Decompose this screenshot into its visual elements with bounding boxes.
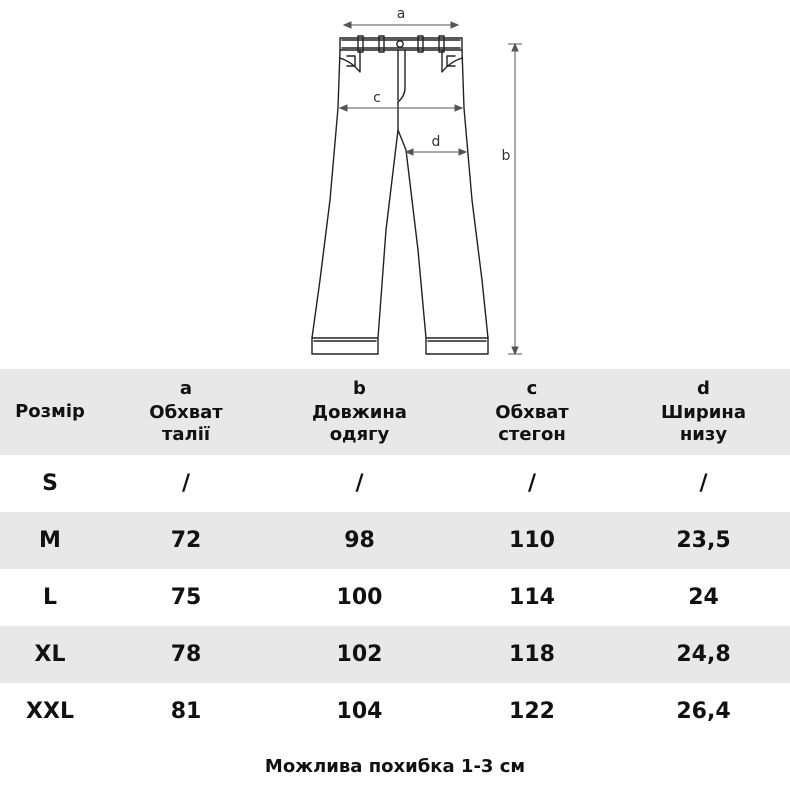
bottom-width-cell: 24,8 <box>676 642 731 667</box>
size-column-header: Розмір <box>15 401 85 422</box>
measurement-tolerance-note: Можлива похибка 1-3 см <box>264 756 526 777</box>
column-letter: a <box>179 378 193 399</box>
column-title-line2: талії <box>161 424 211 445</box>
column-letter: b <box>353 378 366 399</box>
bottom-width-cell: 23,5 <box>676 528 731 553</box>
dimension-label-d: d <box>431 134 441 150</box>
length-cell: 100 <box>336 585 383 610</box>
table-row <box>0 683 790 740</box>
hips-cell: / <box>527 471 537 496</box>
size-cell: XXL <box>26 699 74 724</box>
table-row <box>0 455 790 512</box>
table-row <box>0 626 790 683</box>
hips-cell: 118 <box>509 642 555 667</box>
measurement-lines <box>340 22 522 354</box>
waist-cell: 72 <box>170 528 202 553</box>
length-cell: 98 <box>344 528 375 553</box>
column-header-hips <box>447 369 617 455</box>
dimension-label-c: c <box>373 90 381 106</box>
column-letter: d <box>697 378 710 399</box>
pants-measurement-diagram <box>0 0 790 368</box>
column-title-line2: одягу <box>329 424 390 445</box>
column-header-bottom-width <box>617 369 790 455</box>
hips-cell: 114 <box>509 585 555 610</box>
length-cell: 102 <box>336 642 383 667</box>
column-title-line1: Обхват <box>149 402 223 423</box>
table-row <box>0 512 790 569</box>
size-chart-table <box>0 369 790 740</box>
column-title-line1: Обхват <box>495 402 569 423</box>
column-title-line2: низу <box>679 424 728 445</box>
hips-cell: 122 <box>509 699 555 724</box>
length-cell: / <box>355 471 364 496</box>
column-title-line1: Ширина <box>661 402 746 423</box>
bottom-width-cell: 24 <box>688 585 719 610</box>
length-cell: 104 <box>336 699 383 724</box>
column-header-waist <box>100 369 272 455</box>
column-title-line1: Довжина <box>312 402 407 423</box>
size-cell: M <box>39 528 61 553</box>
waist-cell: 81 <box>170 699 202 724</box>
bottom-width-cell: / <box>699 471 708 496</box>
size-cell: L <box>42 585 58 610</box>
column-header-length <box>272 369 447 455</box>
table-header-row <box>0 369 790 455</box>
pants-outline <box>312 36 488 354</box>
column-letter: c <box>526 378 538 399</box>
dimension-label-b: b <box>501 148 511 164</box>
size-cell: XL <box>34 642 66 667</box>
waist-cell: 78 <box>170 642 202 667</box>
bottom-width-cell: 26,4 <box>676 699 731 724</box>
column-title-line2: стегон <box>498 424 566 445</box>
waist-cell: / <box>181 471 191 496</box>
hips-cell: 110 <box>509 528 555 553</box>
size-cell: S <box>42 471 58 496</box>
table-row <box>0 569 790 626</box>
dimension-label-a: a <box>396 6 406 22</box>
waist-cell: 75 <box>170 585 202 610</box>
